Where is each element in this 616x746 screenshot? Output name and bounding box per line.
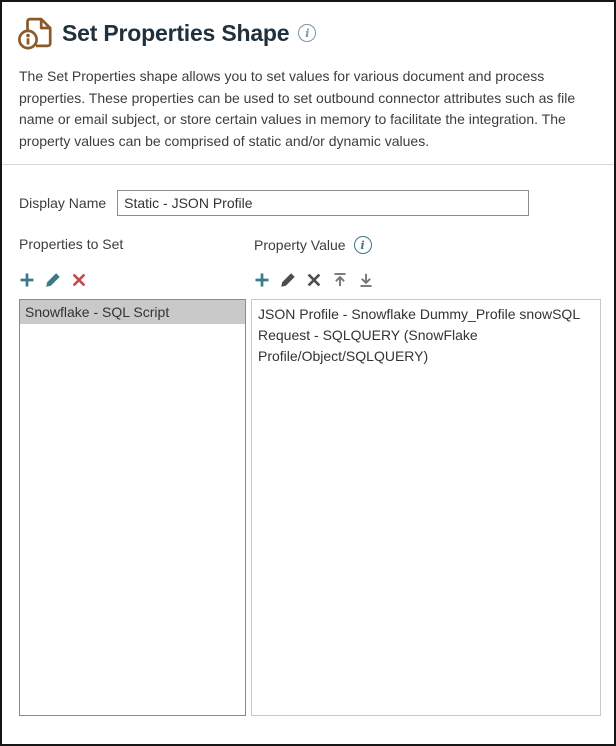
arrow-to-bottom-icon (358, 272, 374, 288)
title-info-icon[interactable] (298, 24, 316, 42)
properties-panel-label-text: Properties to Set (19, 236, 124, 252)
move-to-bottom-button[interactable] (357, 271, 375, 289)
properties-toolbar (18, 271, 88, 289)
add-property-button[interactable] (18, 271, 36, 289)
pencil-icon (280, 272, 296, 288)
move-to-top-button[interactable] (331, 271, 349, 289)
property-value-item[interactable]: JSON Profile - Snowflake Dummy_Profile snowSQL Request - SQLQUERY (SnowFlake Profile/Object/SQLQUERY) (258, 306, 580, 364)
property-value-label (254, 236, 372, 254)
document-info-icon (17, 15, 55, 51)
add-value-button[interactable] (253, 271, 271, 289)
properties-panel-label (19, 236, 123, 252)
shape-description: The Set Properties shape allows you to set values for various document and process properties. These properties can be used to set outbound connector attributes such as file name or email subject, or store certain values in memory to facilitate the integration. The property values can be comprised of static and/or dynamic values. (19, 68, 576, 149)
plus-icon (254, 272, 270, 288)
property-values-list (251, 299, 601, 716)
property-value-label-text: Property Value (254, 237, 346, 253)
dialog-header (17, 15, 316, 51)
display-name-input[interactable] (117, 190, 529, 216)
arrow-to-top-icon (332, 272, 348, 288)
display-name-row (19, 190, 529, 216)
remove-value-button[interactable] (305, 271, 323, 289)
values-toolbar (253, 271, 375, 289)
display-name-label: Display Name (19, 195, 107, 211)
x-icon (306, 272, 322, 288)
properties-list (19, 299, 246, 716)
edit-property-button[interactable] (44, 271, 62, 289)
section-divider (2, 164, 614, 165)
edit-value-button[interactable] (279, 271, 297, 289)
page-title: Set Properties Shape (62, 19, 290, 46)
pencil-icon (45, 272, 61, 288)
plus-icon (19, 272, 35, 288)
remove-property-button[interactable] (70, 271, 88, 289)
property-list-item[interactable]: Snowflake - SQL Script (20, 300, 245, 324)
property-value-info-icon[interactable] (354, 236, 372, 254)
x-icon (71, 272, 87, 288)
